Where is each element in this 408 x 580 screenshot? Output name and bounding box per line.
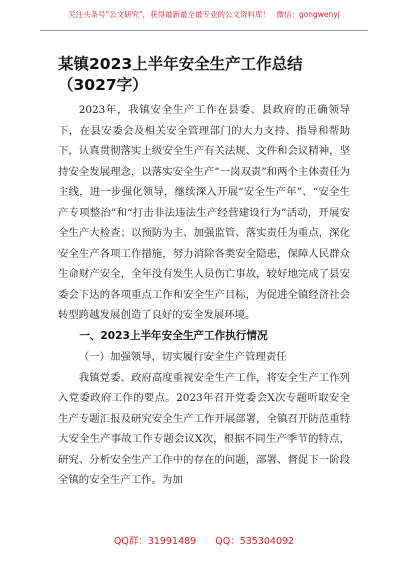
- header-promo-text: 关注头条号"公文研究"，获得最新最全最专业的公文资料库！: [68, 10, 271, 19]
- header-wechat-text: 微信：gongwenyj: [276, 10, 340, 19]
- document-body: [58, 100, 350, 491]
- header-banner: [0, 10, 408, 20]
- document-title: 某镇2023上半年安全生产工作总结（3027字）: [58, 55, 303, 94]
- subsection-heading: （一）加强领导，切实履行安全生产管理责任: [78, 350, 287, 363]
- footer-contact: [0, 536, 408, 548]
- body-paragraph: 我镇党委、政府高度重视安全生产工作，将安全生产工作列入党委政府工作的要点。2023年召开党委会X次专题听取安全生产专题汇报及研究安全生产工作开展部署，全镇召开防范重特大安全生产事故工作专题会议X次，根据不同生产季节的特点，研究、分析安全生产工作中的存在的问题，部署、督促下一阶段全镇的安全生产工作。为加: [58, 371, 350, 486]
- section-heading: 一、2023上半年安全生产工作执行情况: [79, 329, 268, 342]
- intro-paragraph: 2023年，我镇安全生产工作在县委、县政府的正确领导下，在县安委会及相关安全管理部门的大力支持、指导和帮助下，认真贯彻落实上级安全生产有关法规、文件和会议精神，坚持安全发展理念，以落实安全生产“一岗双责”和两个主体责任为主线，进一步强化领导，继续深入开展“安全生产年”、“安全生产专项整治”和“打击非法违法生产经营建设行为”活动，开展安全生产大检查；以预防为主、加强监管、落实责任为重点，深化安全生产各项工作措施，努力消除各类安全隐患，保障人民群众生命财产安全，全年没有发生人员伤亡事故，较好地完成了县安委会下达的各项重点工作和安全生产目标，为促进全镇经济社会转型跨越发展创造了良好的安全发展环境。: [58, 104, 350, 321]
- header-divider: [40, 30, 368, 31]
- footer-qq-group: QQ群：31991489: [113, 536, 197, 547]
- footer-qq: QQ：535304092: [215, 536, 295, 547]
